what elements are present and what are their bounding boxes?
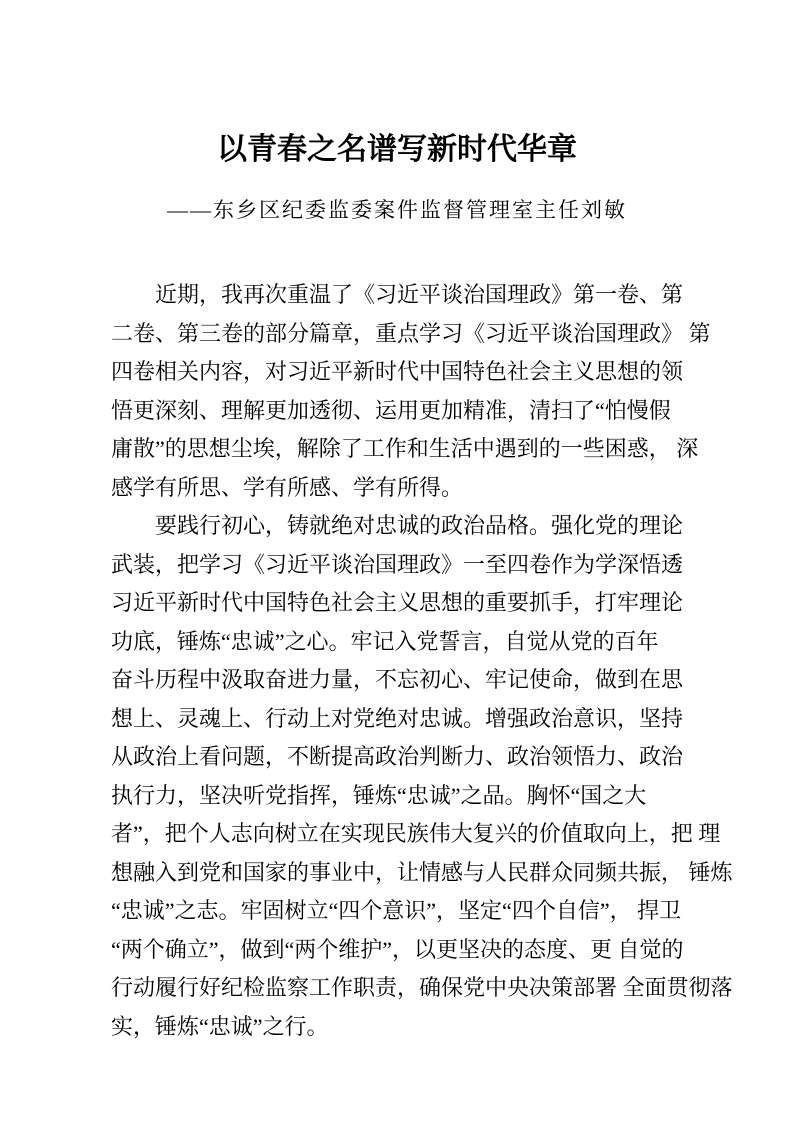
- body-line: 武装，把学习《习近平谈治国理政》一至四卷作为学深悟透: [111, 551, 684, 577]
- body-line: 行动履行好纪检监察工作职责，确保党中央决策部署 全面贯彻落: [111, 975, 733, 1000]
- body-line: 四卷相关内容，对习近平新时代中国特色社会主义思想的领: [111, 359, 684, 384]
- document-byline: ——东乡区纪委监委案件监督管理室主任刘敏: [167, 198, 627, 222]
- paragraph-2: [111, 507, 733, 1046]
- body-line: 二卷、第三卷的部分篇章，重点学习《习近平谈治国理政》 第: [111, 320, 711, 346]
- paragraph-1: [111, 276, 711, 507]
- body-line: 奋斗历程中汲取奋进力量，不忘初心、牢记使命，做到在思: [111, 667, 684, 692]
- body-line: 感学有所思、学有所感、学有所得。: [111, 474, 464, 500]
- body-line: 实，锤炼“忠诚”之行。: [111, 1013, 329, 1039]
- body-line: 想融入到党和国家的事业中，让情感与人民群众同频共振， 锤炼: [111, 859, 733, 885]
- body-line: 功底，锤炼“忠诚”之心。牢记入党誓言，自觉从党的百年: [111, 628, 659, 654]
- body-line: 想上、灵魂上、行动上对党绝对忠诚。增强政治意识，坚持: [111, 705, 684, 731]
- body-line: 执行力，坚决听党指挥，锤炼“忠诚”之品。胸怀“国之大: [111, 782, 647, 808]
- body-line: 庸散”的思想尘埃，解除了工作和生活中遇到的一些困惑， 深: [111, 436, 699, 461]
- body-line: 从政治上看问题，不断提高政治判断力、政治领悟力、政治: [111, 744, 684, 769]
- body-line: “忠诚”之志。牢固树立“四个意识”，坚定“四个自信”， 捍卫: [111, 898, 682, 923]
- body-line: “两个确立”，做到“两个维护”，以更坚决的态度、更 自觉的: [111, 936, 684, 962]
- body-line: 者”，把个人志向树立在实现民族伟大复兴的价值取向上，把 理: [111, 821, 721, 846]
- document-body: [111, 276, 733, 1046]
- body-line: 要践行初心，铸就绝对忠诚的政治品格。强化党的理论: [155, 513, 684, 538]
- body-line: 悟更深刻、理解更加透彻、运用更加精准，清扫了“怕慢假: [111, 397, 671, 423]
- body-line: 近期，我再次重温了《习近平谈治国理政》第一卷、第: [155, 282, 684, 307]
- body-line: 习近平新时代中国特色社会主义思想的重要抓手，打牢理论: [111, 590, 684, 615]
- document-title: 以青春之名谱写新时代华章: [217, 133, 577, 166]
